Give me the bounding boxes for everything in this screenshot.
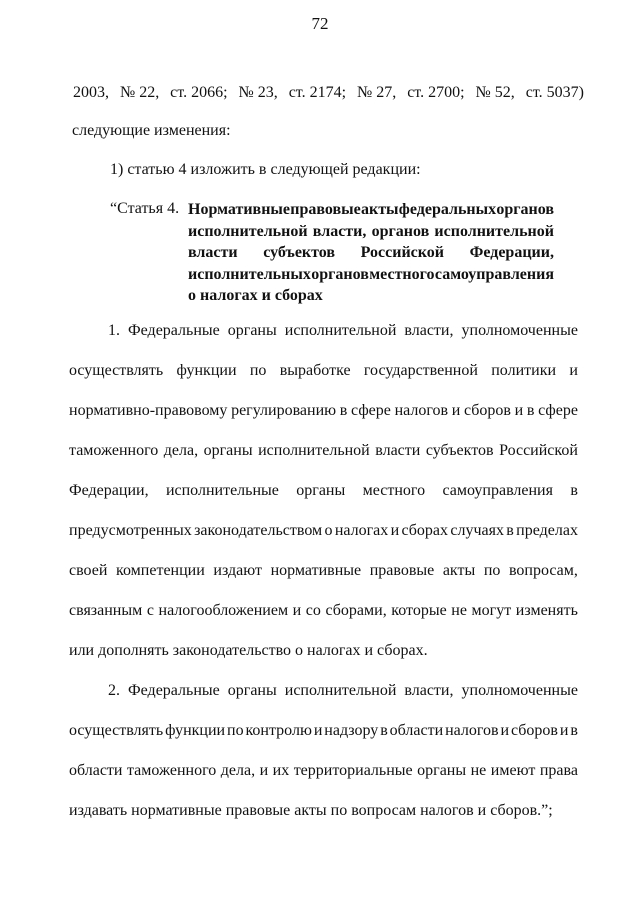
word: таможенного [69,442,159,459]
word: государственной [363,362,478,379]
paragraph-2-line [69,721,578,741]
paragraph-1-line [69,481,578,501]
word: связанным [69,602,143,619]
word: власти, [404,322,454,339]
paragraph-1-line [69,441,578,461]
title-word: исполнительных [188,265,311,283]
word: функции [165,722,226,739]
word: и [451,402,461,419]
word: исполнительной [284,682,397,699]
word: сборов [463,402,511,419]
citation-line [73,83,584,103]
word: в [339,402,348,419]
word: 1. [108,322,120,339]
intro-line: следующие изменения: [72,122,231,139]
article-title-line [188,264,554,286]
word: осуществлять [69,722,164,739]
word: власти, [404,682,454,699]
word: функции [176,362,237,379]
word: органы [203,442,253,459]
word: их [272,762,290,779]
word: своей [69,562,108,579]
word: в [570,722,578,739]
page-number: 72 [311,14,329,33]
word: и [500,722,510,739]
amendment-item-1: 1) статью 4 изложить в следующей редакции: [110,161,421,178]
word: исполнительные [165,482,279,499]
article-label: “Статья 4. [110,200,180,217]
word: и [390,522,400,539]
word: о [324,522,333,539]
word: по [227,722,244,739]
word: сборах [401,522,449,539]
word: сборами, [325,602,387,619]
word: нормативно-правовому [69,402,228,419]
word: органы [296,482,346,499]
word: органы [417,762,467,779]
word: в [506,522,514,539]
paragraph-2-line [108,681,578,701]
paragraph-1-line [108,321,578,341]
word: в [526,402,535,419]
word: предусмотренных [69,522,192,539]
paragraph-1-last-line: или дополнять законодательство о налогах и сборах. [69,642,428,659]
article-title-line [188,242,554,264]
word: случаях [450,522,504,539]
word: местного [362,482,426,499]
title-word: органов [496,201,554,218]
word: права [539,762,578,779]
word: дела, [163,442,199,459]
paragraph-1-line [69,361,578,381]
title-word: органов [311,265,369,283]
title-word: субъектов [263,244,336,261]
word: не [451,602,467,619]
word: нормативные [270,562,362,579]
title-word: исполнительной [188,222,308,240]
word: налогов [445,722,499,739]
word: области [69,762,123,779]
word: и [292,602,302,619]
word: и [559,722,569,739]
word: органы [227,322,277,339]
word: могут [471,602,512,619]
word: исполнительной [284,322,397,339]
word: уполномоченные [461,322,578,339]
word: компетенции [116,562,205,579]
title-word: власти [188,244,238,261]
word: законодательством [194,522,323,539]
title-word: акты [360,201,399,218]
title-word: правовые [290,201,361,218]
word: самоуправления [442,482,553,499]
citation-word: № 23, [238,84,278,101]
citation-word: ст. 2700; [407,84,465,101]
word: и [259,762,269,779]
word: Российской [499,442,578,459]
title-word: местного [369,265,435,283]
word: регулированию [231,402,337,419]
word: сборов [510,722,558,739]
article-title [188,199,554,307]
paragraph-1-line [69,601,578,621]
word: исполнительной [258,442,370,459]
word: по [249,362,267,379]
word: налогов [394,402,449,419]
word: с [146,602,154,619]
word: сфере [538,402,578,419]
word: уполномоченные [461,682,578,699]
word: Федеральные [128,682,220,699]
word: имеют [490,762,536,779]
title-word: Федерации, [469,244,554,261]
citation-word: ст. 5037) [525,84,584,101]
word: дела, [220,762,256,779]
word: территориальные [293,762,413,779]
word: политики [491,362,557,379]
word: 2. [108,682,120,699]
citation-word: ст. 2066; [170,84,228,101]
paragraph-2-line [69,761,578,781]
word: Федеральные [128,322,220,339]
word: акты [442,562,476,579]
citation-word: № 27, [356,84,397,101]
word: сфере [351,402,391,419]
word: издают [213,562,262,579]
paragraph-1-line [69,521,578,541]
word: вопросам, [508,562,578,579]
word: со [305,602,321,619]
word: контролю [245,722,312,739]
word: пределах [516,522,578,539]
article-title-line [188,199,554,221]
title-word: Российской [360,244,444,261]
word: выработке [279,362,351,379]
word: в [570,482,578,499]
word: органы [227,682,277,699]
word: осуществлять [69,362,164,379]
word: не [470,762,487,779]
article-title-line [188,221,554,243]
word: надзору [324,722,379,739]
citation-word: 2003, [73,84,109,101]
title-word: о налогах и сборах [188,287,323,304]
word: налогообложением [158,602,289,619]
title-word: Нормативные [188,201,291,218]
word: таможенного [126,762,217,779]
article-title-line [188,285,554,307]
paragraph-2-last-line: издавать нормативные правовые акты по вопросам налогов и сборов.”; [69,802,553,819]
title-word: органов [371,222,430,240]
word: и [514,402,524,419]
word: власти [375,442,421,459]
word: субъектов [425,442,494,459]
word: и [313,722,323,739]
word: налогах [334,522,389,539]
paragraph-1-line [69,401,578,421]
word: и [569,362,578,379]
title-word: власти, [312,222,367,240]
word: которые [391,602,447,619]
word: Федерации, [69,482,149,499]
paragraph-1-line [69,561,578,581]
word: правовые [369,562,435,579]
word: изменять [515,602,578,619]
title-word: федеральных [398,201,497,218]
word: в [380,722,388,739]
citation-word: № 52, [475,84,515,101]
citation-word: ст. 2174; [288,84,347,101]
title-word: самоуправления [434,265,554,283]
title-word: исполнительной [434,222,554,240]
citation-word: № 22, [119,84,160,101]
word: области [389,722,444,739]
word: по [483,562,501,579]
